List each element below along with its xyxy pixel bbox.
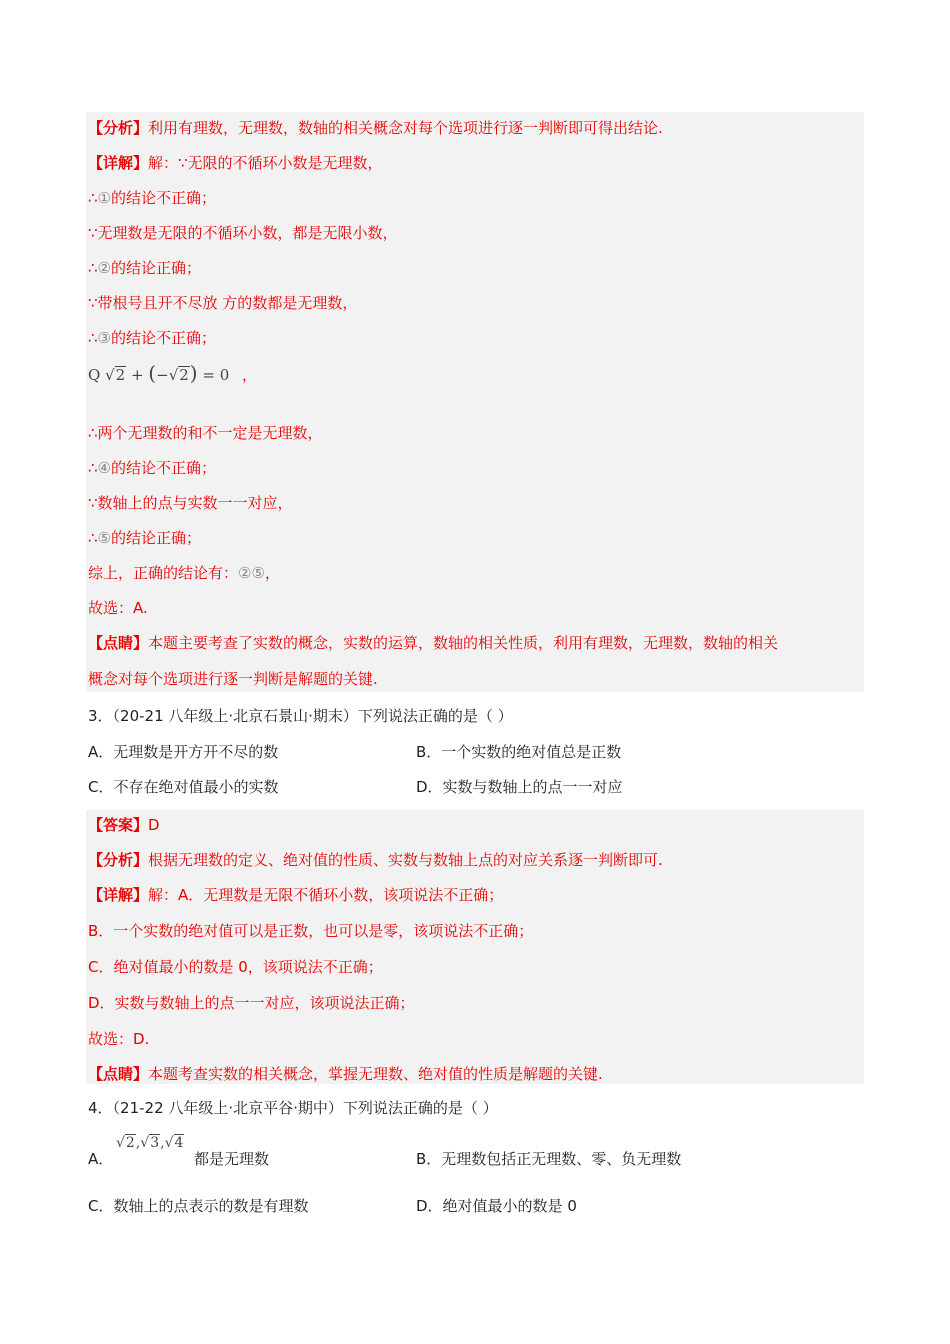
plus-sign: + [126, 366, 149, 384]
conclusion-text: 的结论不正确； [111, 189, 217, 207]
analysis-line [88, 117, 663, 139]
reason-line-3: ∵带根号且开不尽放 方的数都是无理数， [88, 294, 358, 312]
comment-tag: 【点睛】 [88, 1065, 149, 1083]
therefore-symbol: ∴ [88, 259, 98, 277]
summary-end: ， [264, 564, 280, 582]
conclusion-text: 的结论正确； [111, 259, 202, 277]
sqrt-3: 3 [150, 1135, 160, 1151]
conclusion-text: 的结论不正确； [111, 329, 217, 347]
question-4-option-c: C．数轴上的点表示的数是有理数 [88, 1197, 309, 1215]
q3-detail-d: D．实数与数轴上的点一一对应，该项说法正确； [88, 994, 415, 1012]
conclusion-line-4 [88, 457, 216, 479]
q3-choose-line: 故选：D. [88, 1030, 150, 1048]
conclusion-line-5 [88, 527, 201, 549]
answer-line [88, 814, 160, 836]
question-3-option-d: D．实数与数轴上的点一一对应 [416, 778, 623, 796]
comment-text: 本题主要考查了实数的概念，实数的运算，数轴的相关性质，利用有理数，无理数，数轴的相关 [148, 634, 779, 652]
conclusion-line-1 [88, 187, 216, 209]
separator: , [135, 1135, 141, 1151]
conclusion-line-3 [88, 327, 216, 349]
question-4-option-b: B．无理数包括正无理数、零、负无理数 [416, 1150, 682, 1168]
option-a-label: A． [88, 1150, 114, 1168]
comment-line-1 [88, 632, 778, 654]
detail-text: 解：A．无理数是无限不循环小数，该项说法不正确； [148, 886, 504, 904]
sqrt-2: 2 [115, 366, 126, 384]
analysis-text: 根据无理数的定义、绝对值的性质、实数与数轴上点的对应关系逐一判断即可. [148, 851, 663, 869]
sqrt-2-negative: 2 [179, 366, 189, 384]
q3-comment-line [88, 1063, 603, 1085]
question-3-option-c: C．不存在绝对值最小的实数 [88, 778, 279, 796]
summary-text: 综上，正确的结论有： [88, 564, 239, 582]
conclusion-sum: ∴两个无理数的和不一定是无理数， [88, 424, 323, 442]
comment-tag: 【点睛】 [88, 634, 149, 652]
therefore-symbol: ∴ [88, 529, 98, 547]
therefore-symbol: ∴ [88, 189, 98, 207]
detail-tag: 【详解】 [88, 154, 149, 172]
analysis-text: 利用有理数，无理数，数轴的相关概念对每个选项进行逐一判断即可得出结论. [148, 119, 663, 137]
sqrt-4: 4 [174, 1135, 184, 1151]
equals-zero: = 0 [197, 366, 230, 384]
choose-line: 故选：A. [88, 599, 148, 617]
formula-q: Q [88, 366, 101, 384]
conclusion-text: 的结论不正确； [111, 459, 217, 477]
question-4-stem: 4．（21-22 八年级上·北京平谷·期中）下列说法正确的是（ ） [88, 1099, 498, 1117]
detail-tag: 【详解】 [88, 886, 149, 904]
conclusion-text: 的结论正确； [111, 529, 202, 547]
reason-line-2: ∵无理数是无限的不循环小数，都是无限小数， [88, 224, 398, 242]
circled-number: ⑤ [97, 529, 111, 547]
comment-line-2: 概念对每个选项进行逐一判断是解题的关键. [88, 670, 378, 688]
sqrt-2: 2 [125, 1135, 135, 1151]
circled-number: ③ [97, 329, 111, 347]
analysis-tag: 【分析】 [88, 119, 149, 137]
circled-number: ④ [97, 459, 111, 477]
summary-line [88, 562, 280, 584]
minus-sign: − [156, 366, 169, 384]
answer-value: D [148, 816, 160, 834]
detail-line [88, 152, 383, 174]
summary-circles: ②⑤ [238, 564, 265, 582]
question-4-option-a-text: 都是无理数 [194, 1150, 270, 1168]
q3-detail-c: C．绝对值最小的数是 0，该项说法不正确； [88, 958, 383, 976]
question-4-option-a [88, 1148, 113, 1170]
question-3-stem: 3．（20-21 八年级上·北京石景山·期末）下列说法正确的是（ ） [88, 707, 513, 725]
q3-detail-line [88, 884, 503, 906]
formula: Q √2 + (−√2) = 0 [88, 361, 230, 385]
q3-detail-b: B．一个实数的绝对值可以是正数，也可以是零，该项说法不正确； [88, 922, 534, 940]
formula-comma: ， [242, 366, 258, 384]
question-4-option-d: D．绝对值最小的数是 0 [416, 1197, 577, 1215]
formula-line [88, 362, 257, 386]
circled-number: ② [97, 259, 111, 277]
reason-line-5: ∵数轴上的点与实数一一对应， [88, 494, 293, 512]
question-3-option-b: B．一个实数的绝对值总是正数 [416, 743, 622, 761]
q3-analysis-line [88, 849, 663, 871]
detail-text: 解：∵无限的不循环小数是无理数， [148, 154, 383, 172]
therefore-symbol: ∴ [88, 329, 98, 347]
conclusion-line-2 [88, 257, 201, 279]
answer-tag: 【答案】 [88, 816, 149, 834]
question-3-option-a: A．无理数是开方开不尽的数 [88, 743, 279, 761]
circled-number: ① [97, 189, 111, 207]
question-4-option-a-math: √2,√3,√4 [116, 1135, 184, 1151]
separator: , [160, 1135, 165, 1151]
therefore-symbol: ∴ [88, 459, 98, 477]
comment-text: 本题考查实数的相关概念，掌握无理数、绝对值的性质是解题的关键. [148, 1065, 603, 1083]
analysis-tag: 【分析】 [88, 851, 149, 869]
